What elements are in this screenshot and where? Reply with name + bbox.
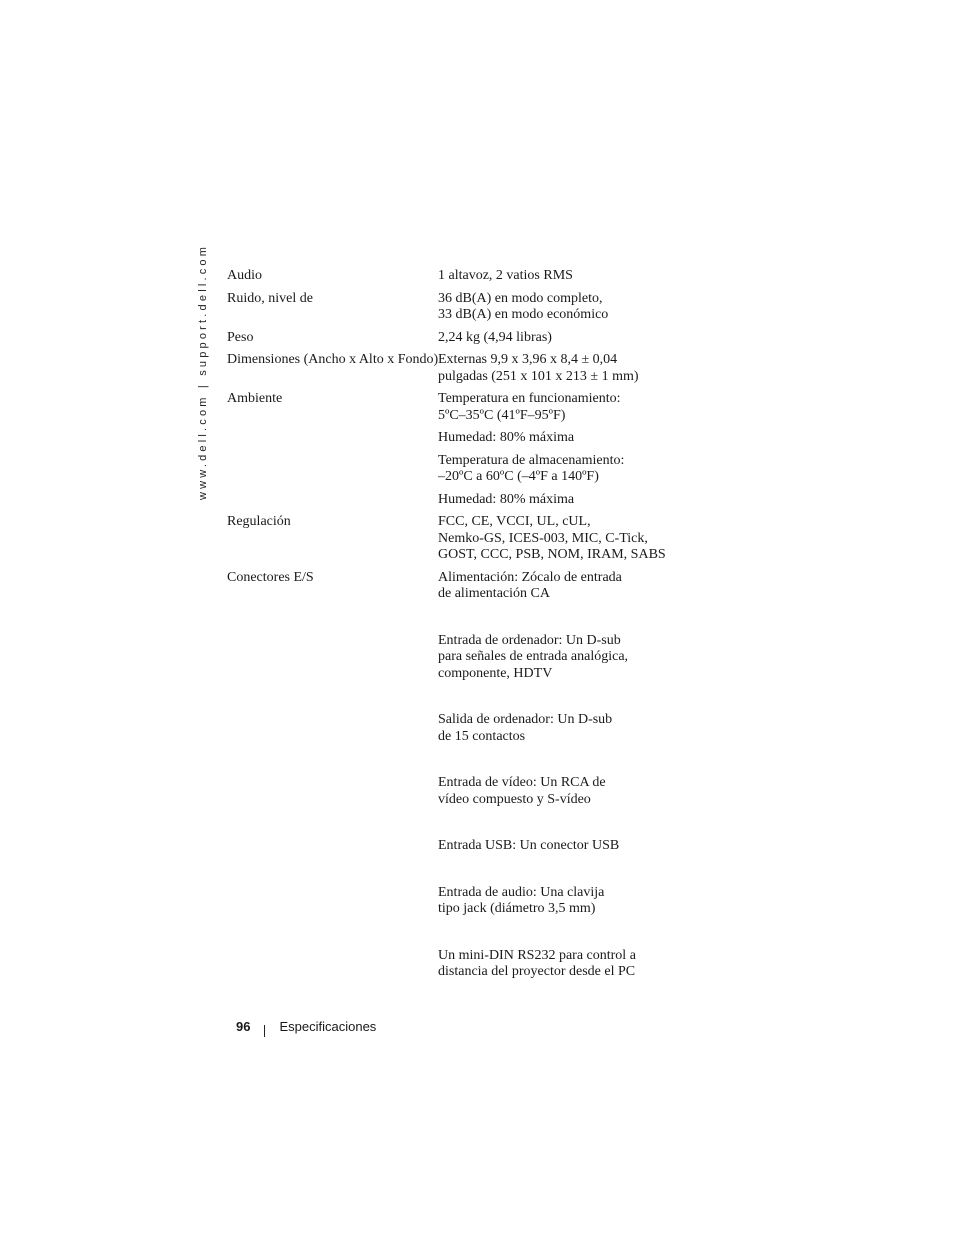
page-number: 96 [236, 1019, 251, 1034]
section-title: Especificaciones [279, 1019, 377, 1034]
spec-values [438, 268, 687, 285]
spec-label: Audio [227, 268, 262, 283]
spec-value: Externas 9,9 x 3,96 x 8,4 ± 0,04 pulgadas (251 x 101 x 213 ± 1 mm) [438, 352, 639, 384]
spec-values [438, 352, 687, 385]
spec-row-noise [227, 291, 687, 324]
connector-value: Entrada de vídeo: Un RCA de vídeo compuesto y S-vídeo [438, 775, 606, 807]
spec-value: 1 altavoz, 2 vatios RMS [438, 268, 573, 283]
spec-value: Humedad: 80% máxima [438, 491, 575, 507]
spec-row-dimensions [227, 352, 687, 385]
spec-value: 36 dB(A) en modo completo, 33 dB(A) en modo económico [438, 290, 609, 322]
spec-label: Peso [227, 329, 254, 345]
connector-value: Entrada de ordenador: Un D-sub para señales de entrada analógica, componente, HDTV [438, 632, 629, 681]
spec-label: Conectores E/S [227, 569, 314, 585]
spec-values [438, 391, 687, 508]
spec-label: Regulación [227, 514, 291, 529]
connector-value: Un mini-DIN RS232 para control a distancia del proyector desde el PC [438, 947, 636, 979]
spec-row-io-connectors [227, 570, 687, 981]
spec-values [438, 514, 687, 564]
spec-row-audio [227, 268, 687, 285]
spec-values [438, 291, 687, 324]
connector-value: Salida de ordenador: Un D-sub de 15 contactos [438, 712, 613, 744]
spec-label: Ruido, nivel de [227, 290, 313, 306]
spec-label: Dimensiones (Ancho x Alto x Fondo) [227, 352, 439, 367]
connector-value: Alimentación: Zócalo de entrada de alimentación CA [438, 569, 622, 601]
spec-value: FCC, CE, VCCI, UL, cUL, Nemko-GS, ICES-003, MIC, C-Tick, GOST, CCC, PSB, NOM, IRAM, SABS [438, 514, 666, 562]
connector-value: Entrada de audio: Una clavija tipo jack (diámetro 3,5 mm) [438, 884, 605, 916]
spec-table [227, 268, 687, 987]
page-footer [236, 1019, 376, 1034]
spec-value: Temperatura en funcionamiento: 5ºC–35ºC (41ºF–95ºF) [438, 391, 621, 423]
spec-label: Ambiente [227, 391, 283, 406]
spec-value: 2,24 kg (4,94 libras) [438, 329, 552, 345]
spec-row-environment [227, 391, 687, 508]
spec-values [438, 330, 687, 347]
spec-row-regulation [227, 514, 687, 564]
footer-divider [264, 1025, 265, 1037]
spec-value: Temperatura de almacenamiento: –20ºC a 60ºC (–4ºF a 140ºF) [438, 452, 625, 484]
spec-values [438, 570, 687, 981]
connector-value: Entrada USB: Un conector USB [438, 838, 620, 853]
side-url: www.dell.com | support.dell.com [197, 243, 209, 500]
spec-row-weight [227, 330, 687, 347]
spec-value: Humedad: 80% máxima [438, 430, 575, 445]
